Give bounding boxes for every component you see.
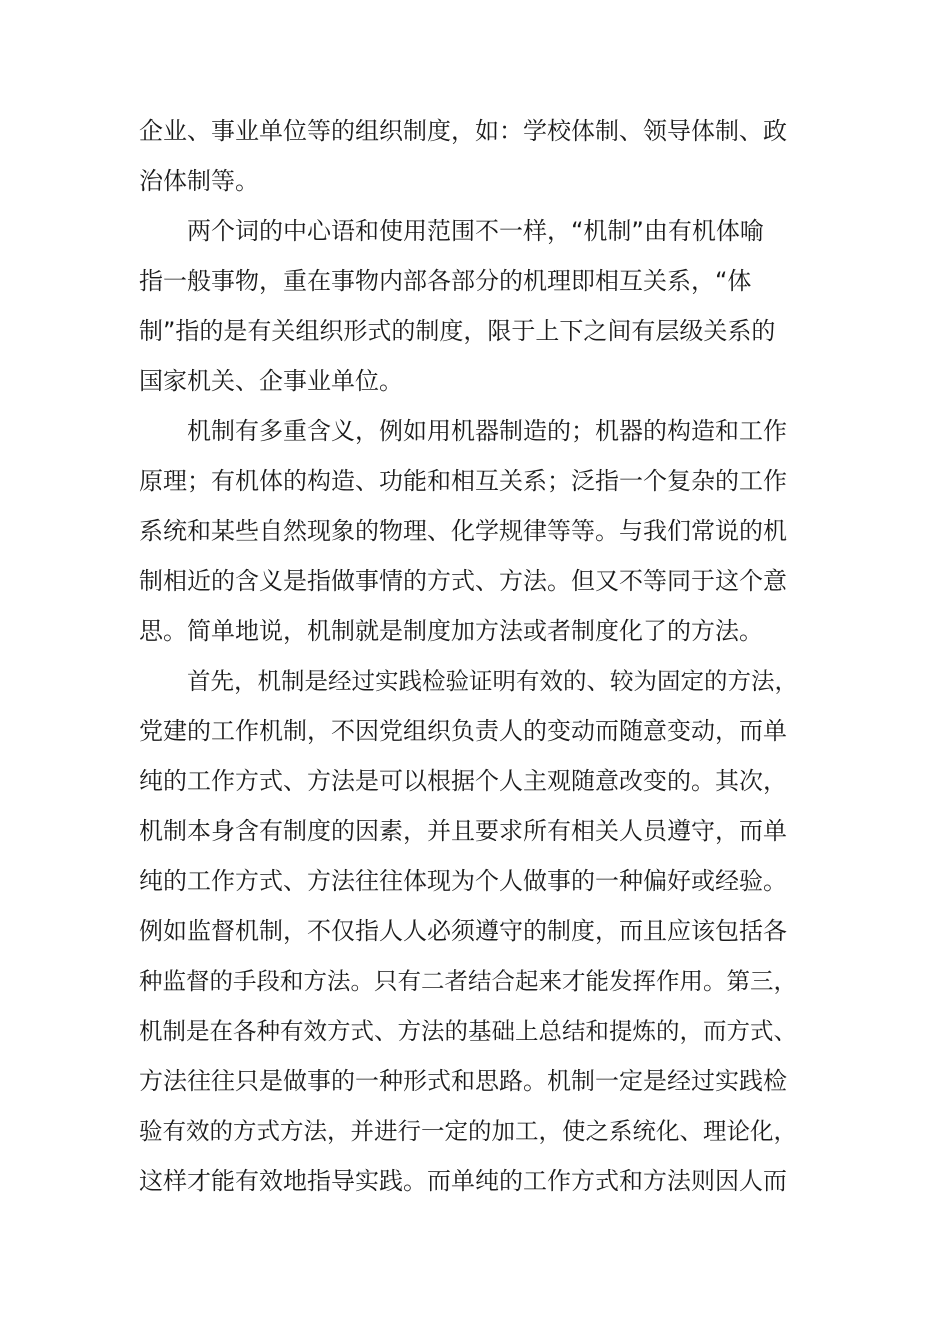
text-line: 机制是在各种有效方式、方法的基础上总结和提炼的，而方式、 <box>139 1017 797 1045</box>
text-line: 制”指的是有关组织形式的制度，限于上下之间有层级关系的 <box>139 317 776 345</box>
text-line: 机制本身含有制度的因素，并且要求所有相关人员遵守，而单 <box>139 817 787 845</box>
text-line: 两个词的中心语和使用范围不一样，“机制”由有机体喻 <box>187 217 764 245</box>
text-line: 纯的工作方式、方法是可以根据个人主观随意改变的。其次， <box>139 767 787 795</box>
text-line: 机制有多重含义，例如用机器制造的；机器的构造和工作 <box>187 417 787 445</box>
text-line: 制相近的含义是指做事情的方式、方法。但又不等同于这个意 <box>139 567 787 595</box>
text-line: 例如监督机制，不仅指人人必须遵守的制度，而且应该包括各 <box>139 917 787 945</box>
text-line: 系统和某些自然现象的物理、化学规律等等。与我们常说的机 <box>139 517 787 545</box>
text-line: 原理；有机体的构造、功能和相互关系；泛指一个复杂的工作 <box>139 467 787 495</box>
text-line: 首先，机制是经过实践检验证明有效的、较为固定的方法， <box>187 667 798 695</box>
text-line: 验有效的方式方法，并进行一定的加工，使之系统化、理论化， <box>139 1117 797 1145</box>
text-line: 纯的工作方式、方法往往体现为个人做事的一种偏好或经验。 <box>139 867 787 895</box>
body-text <box>139 106 809 1206</box>
text-line: 国家机关、企事业单位。 <box>139 367 403 395</box>
text-line: 企业、事业单位等的组织制度，如：学校体制、领导体制、政 <box>139 117 787 145</box>
text-line: 党建的工作机制，不因党组织负责人的变动而随意变动，而单 <box>139 717 787 745</box>
text-line: 思。简单地说，机制就是制度加方法或者制度化了的方法。 <box>139 617 763 645</box>
text-line: 方法往往只是做事的一种形式和思路。机制一定是经过实践检 <box>139 1067 787 1095</box>
text-line: 治体制等。 <box>139 167 259 195</box>
text-line: 种监督的手段和方法。只有二者结合起来才能发挥作用。第三， <box>139 967 797 995</box>
text-line: 这样才能有效地指导实践。而单纯的工作方式和方法则因人而 <box>139 1167 787 1195</box>
text-line: 指一般事物，重在事物内部各部分的机理即相互关系，“体 <box>139 267 752 295</box>
